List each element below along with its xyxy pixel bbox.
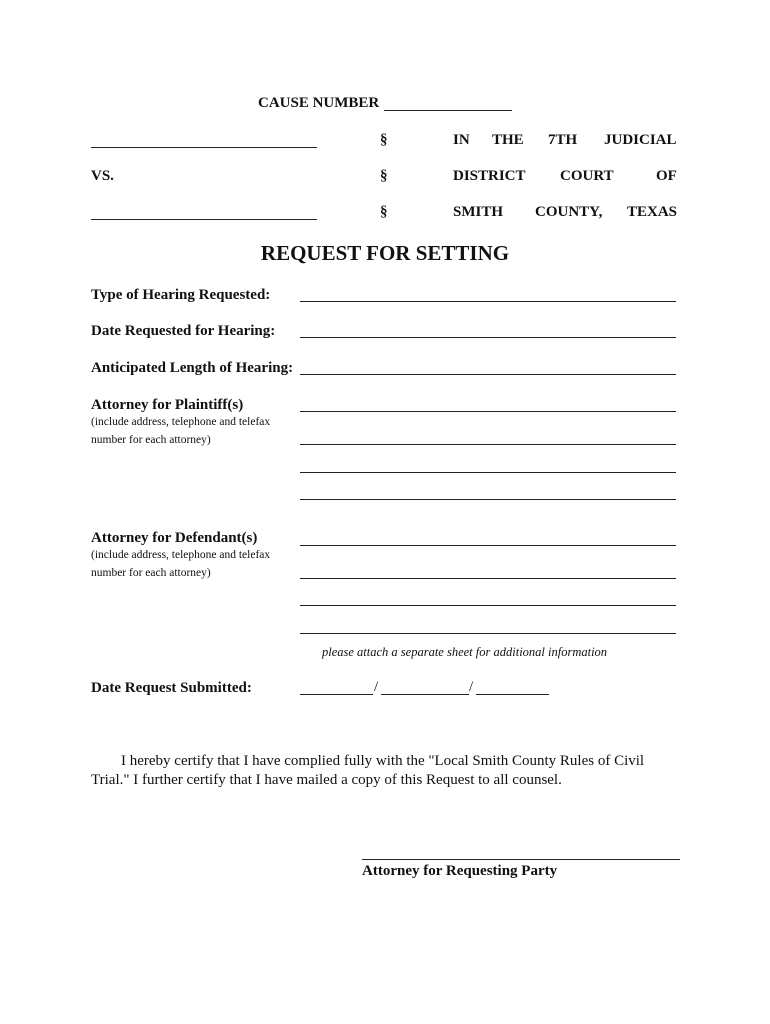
court-word-county: COUNTY, xyxy=(535,204,603,220)
date-submitted-year[interactable] xyxy=(476,680,549,695)
attorney-defendant-label: Attorney for Defendant(s) xyxy=(91,530,258,546)
date-submitted-label: Date Request Submitted: xyxy=(91,680,252,696)
anticipated-length-label: Anticipated Length of Hearing: xyxy=(91,360,294,376)
attorney-plaintiff-note: (include address, telephone and telefax number for each attorney) xyxy=(91,416,271,446)
anticipated-length-field[interactable] xyxy=(300,374,676,375)
court-word-district: DISTRICT xyxy=(453,168,526,184)
date-separator-2: / xyxy=(469,679,474,695)
court-word-in: IN xyxy=(453,132,470,148)
vs-label: VS. xyxy=(91,168,114,184)
date-requested-label: Date Requested for Hearing: xyxy=(91,323,276,339)
date-requested-field[interactable] xyxy=(300,337,676,338)
court-word-court: COURT xyxy=(560,168,614,184)
defendant-name-blank[interactable] xyxy=(91,204,317,220)
page-title: REQUEST FOR SETTING xyxy=(260,241,510,265)
signature-line[interactable] xyxy=(362,859,680,860)
date-submitted-month[interactable] xyxy=(300,680,373,695)
plaintiff-name-blank[interactable] xyxy=(91,132,317,148)
court-word-judicial: JUDICIAL xyxy=(604,132,677,148)
date-separator-1: / xyxy=(374,679,379,695)
attorney-plaintiff-label: Attorney for Plaintiff(s) xyxy=(91,397,244,413)
court-word-of: OF xyxy=(656,168,677,184)
court-word-7th: 7TH xyxy=(548,132,578,148)
cause-number-blank[interactable] xyxy=(384,95,512,111)
attorney-plaintiff-line-3[interactable] xyxy=(300,472,676,473)
attorney-plaintiff-line-2[interactable] xyxy=(300,444,676,445)
signature-label: Attorney for Requesting Party xyxy=(362,863,558,879)
certification-text: I hereby certify that I have complied fully with the "Local Smith County Rules of Civil Trial." I further certify that I have mailed a copy of this Request to all counsel. xyxy=(91,753,645,788)
court-word-the: THE xyxy=(492,132,524,148)
attorney-defendant-line-4[interactable] xyxy=(300,633,676,634)
type-of-hearing-label: Type of Hearing Requested: xyxy=(91,287,271,303)
section-symbol-2: § xyxy=(380,168,388,184)
date-submitted-day[interactable] xyxy=(381,680,469,695)
attorney-plaintiff-line-4[interactable] xyxy=(300,499,676,500)
section-symbol-3: § xyxy=(380,204,388,220)
section-symbol-1: § xyxy=(380,132,388,148)
attorney-plaintiff-line-1[interactable] xyxy=(300,411,676,412)
type-of-hearing-field[interactable] xyxy=(300,301,676,302)
court-word-texas: TEXAS xyxy=(627,204,678,220)
court-word-smith: SMITH xyxy=(453,204,504,220)
attorney-defendant-note: (include address, telephone and telefax number for each attorney) xyxy=(91,549,271,579)
cause-number-label: CAUSE NUMBER xyxy=(258,95,380,111)
attach-note: please attach a separate sheet for additional information xyxy=(322,645,608,659)
attorney-defendant-line-1[interactable] xyxy=(300,545,676,546)
attorney-defendant-line-3[interactable] xyxy=(300,605,676,606)
attorney-defendant-line-2[interactable] xyxy=(300,578,676,579)
